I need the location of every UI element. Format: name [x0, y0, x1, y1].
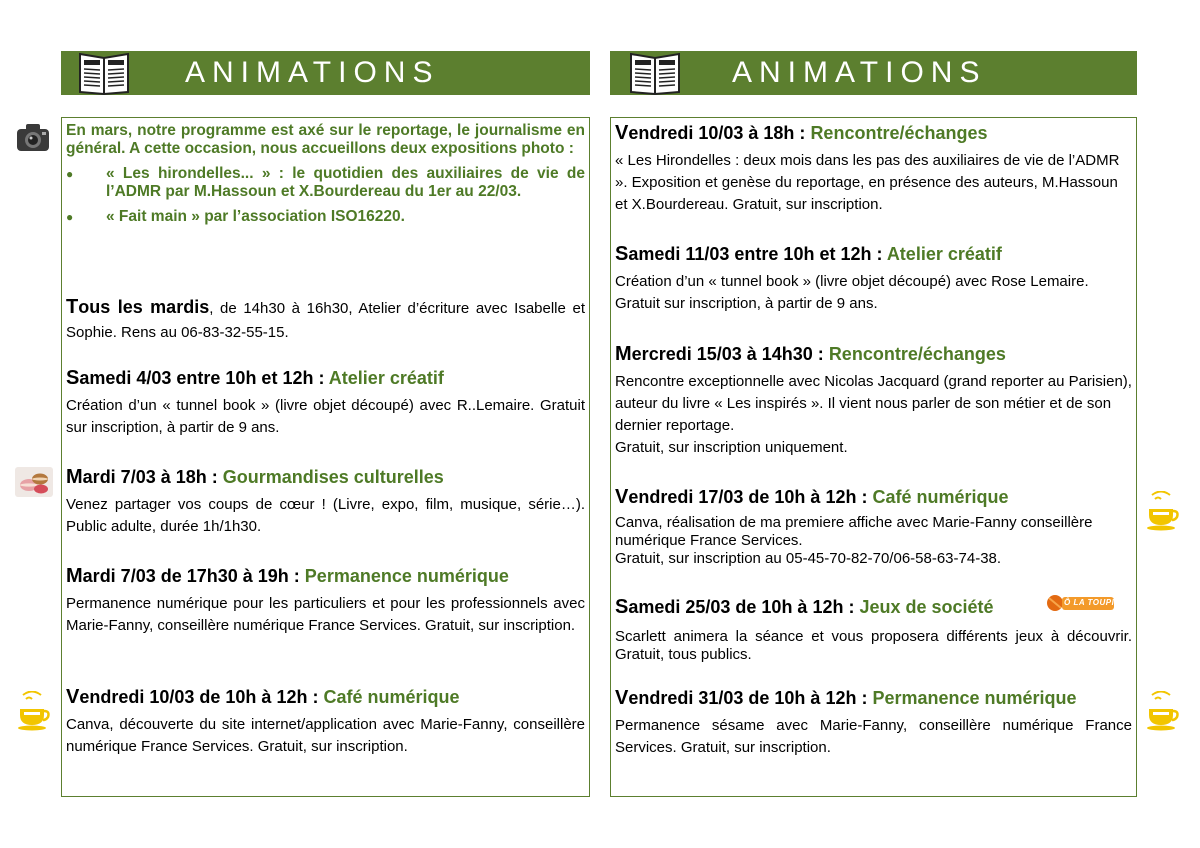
camera-icon	[15, 121, 51, 153]
event-title: Vendredi 31/03 de 10h à 12h : Permanence numérique	[615, 687, 1077, 709]
event-right-6	[615, 687, 1132, 759]
event-title: Mardi 7/03 à 18h : Gourmandises culturelles	[66, 466, 444, 488]
event-description: Permanence numérique pour les particuliers et pour les professionnels avec Marie-Fanny, conseillère numérique France Services. Gratuit, sur inscription.	[66, 595, 585, 634]
macarons-icon	[15, 467, 53, 497]
left-banner-title: ANIMATIONS	[185, 56, 440, 89]
event-right-1	[615, 122, 1132, 216]
event-title: Mercredi 15/03 à 14h30 : Rencontre/échanges	[615, 343, 1006, 365]
event-description: Création d’un « tunnel book » (livre objet découpé) avec Rose Lemaire. Gratuit sur inscription, à partir de 9 ans.	[615, 273, 1089, 312]
bullet-icon: ●	[66, 210, 74, 224]
list-item: ● « Les hirondelles... » : le quotidien des auxiliaires de vie de l’ADMR par M.Hassoun et X.Bourdereau du 1er au 22/03.	[66, 165, 585, 200]
event-description: Rencontre exceptionnelle avec Nicolas Jacquard (grand reporter au Parisien), auteur du livre « Les inspirés ». Il vient nous parler de son métier et de son dernier reportage.	[615, 373, 1132, 434]
event-title: Vendredi 10/03 à 18h : Rencontre/échanges	[615, 122, 988, 144]
event-description: Permanence sésame avec Marie-Fanny, conseillère numérique France Services. Gratuit, sur inscription.	[615, 717, 1132, 756]
event-left-2	[66, 466, 585, 538]
cafe-numerique-icon	[1145, 691, 1179, 731]
right-banner	[610, 51, 1137, 95]
event-title: Mardi 7/03 de 17h30 à 19h : Permanence numérique	[66, 565, 509, 587]
newspaper-icon	[627, 48, 683, 96]
event-title: Vendredi 17/03 de 10h à 12h : Café numérique	[615, 486, 1009, 508]
event-description: Canva, découverte du site internet/application avec Marie-Fanny, conseillère numérique France Services. Gratuit, sur inscription.	[66, 716, 585, 755]
right-banner-title: ANIMATIONS	[732, 56, 987, 89]
o-la-toupie-logo: Ô LA TOUPIE	[1046, 592, 1116, 614]
cafe-numerique-icon	[16, 691, 50, 731]
event-left-3	[66, 565, 585, 637]
event-left-1	[66, 367, 585, 439]
intro-block	[66, 122, 585, 226]
event-right-2	[615, 243, 1132, 315]
event-tous-les-mardis: Tous les mardis, de 14h30 à 16h30, Atelier d’écriture avec Isabelle et Sophie. Rens au 06-83-32-55-15.	[66, 296, 585, 341]
event-description: « Les Hirondelles : deux mois dans les pas des auxiliaires de vie de l’ADMR ». Exposition et genèse du reportage, en présence des auteurs, M.Hassoun et X.Bourdereau. Gratuit, sur inscription.	[615, 152, 1120, 213]
list-item: ● « Fait main » par l’association ISO16220.	[66, 208, 405, 225]
event-right-3	[615, 343, 1132, 459]
cafe-numerique-icon	[1145, 491, 1179, 531]
event-left-4	[66, 686, 585, 758]
bullet-icon: ●	[66, 167, 74, 181]
intro-text: En mars, notre programme est axé sur le reportage, le journalisme en général. A cette occasion, nous accueillons deux expositions photo :	[66, 122, 585, 157]
event-title: Vendredi 10/03 de 10h à 12h : Café numérique	[66, 686, 460, 708]
event-title: Samedi 11/03 entre 10h et 12h : Atelier créatif	[615, 243, 1002, 265]
event-right-4	[615, 486, 1132, 568]
event-title: Samedi 4/03 entre 10h et 12h : Atelier créatif	[66, 367, 444, 389]
event-description-extra: Gratuit, sur inscription uniquement.	[615, 439, 848, 456]
event-title: Samedi 25/03 de 10h à 12h : Jeux de société	[615, 596, 994, 618]
left-banner	[61, 51, 590, 95]
event-description: Création d’un « tunnel book » (livre objet découpé) avec R..Lemaire. Gratuit sur inscription, à partir de 9 ans.	[66, 397, 585, 436]
newspaper-icon	[76, 48, 132, 96]
event-description: Canva, réalisation de ma premiere affiche avec Marie-Fanny conseillère numérique France Services.	[615, 514, 1093, 549]
exhibition-list	[66, 165, 585, 226]
event-description: Scarlett animera la séance et vous proposera différents jeux à découvrir. Gratuit, tous publics.	[615, 628, 1132, 663]
event-description: Venez partager vos coups de cœur ! (Livre, expo, film, musique, série…). Public adulte, durée 1h/1h30.	[66, 496, 585, 535]
event-description-extra: Gratuit, sur inscription au 05-45-70-82-70/06-58-63-74-38.	[615, 550, 1002, 567]
